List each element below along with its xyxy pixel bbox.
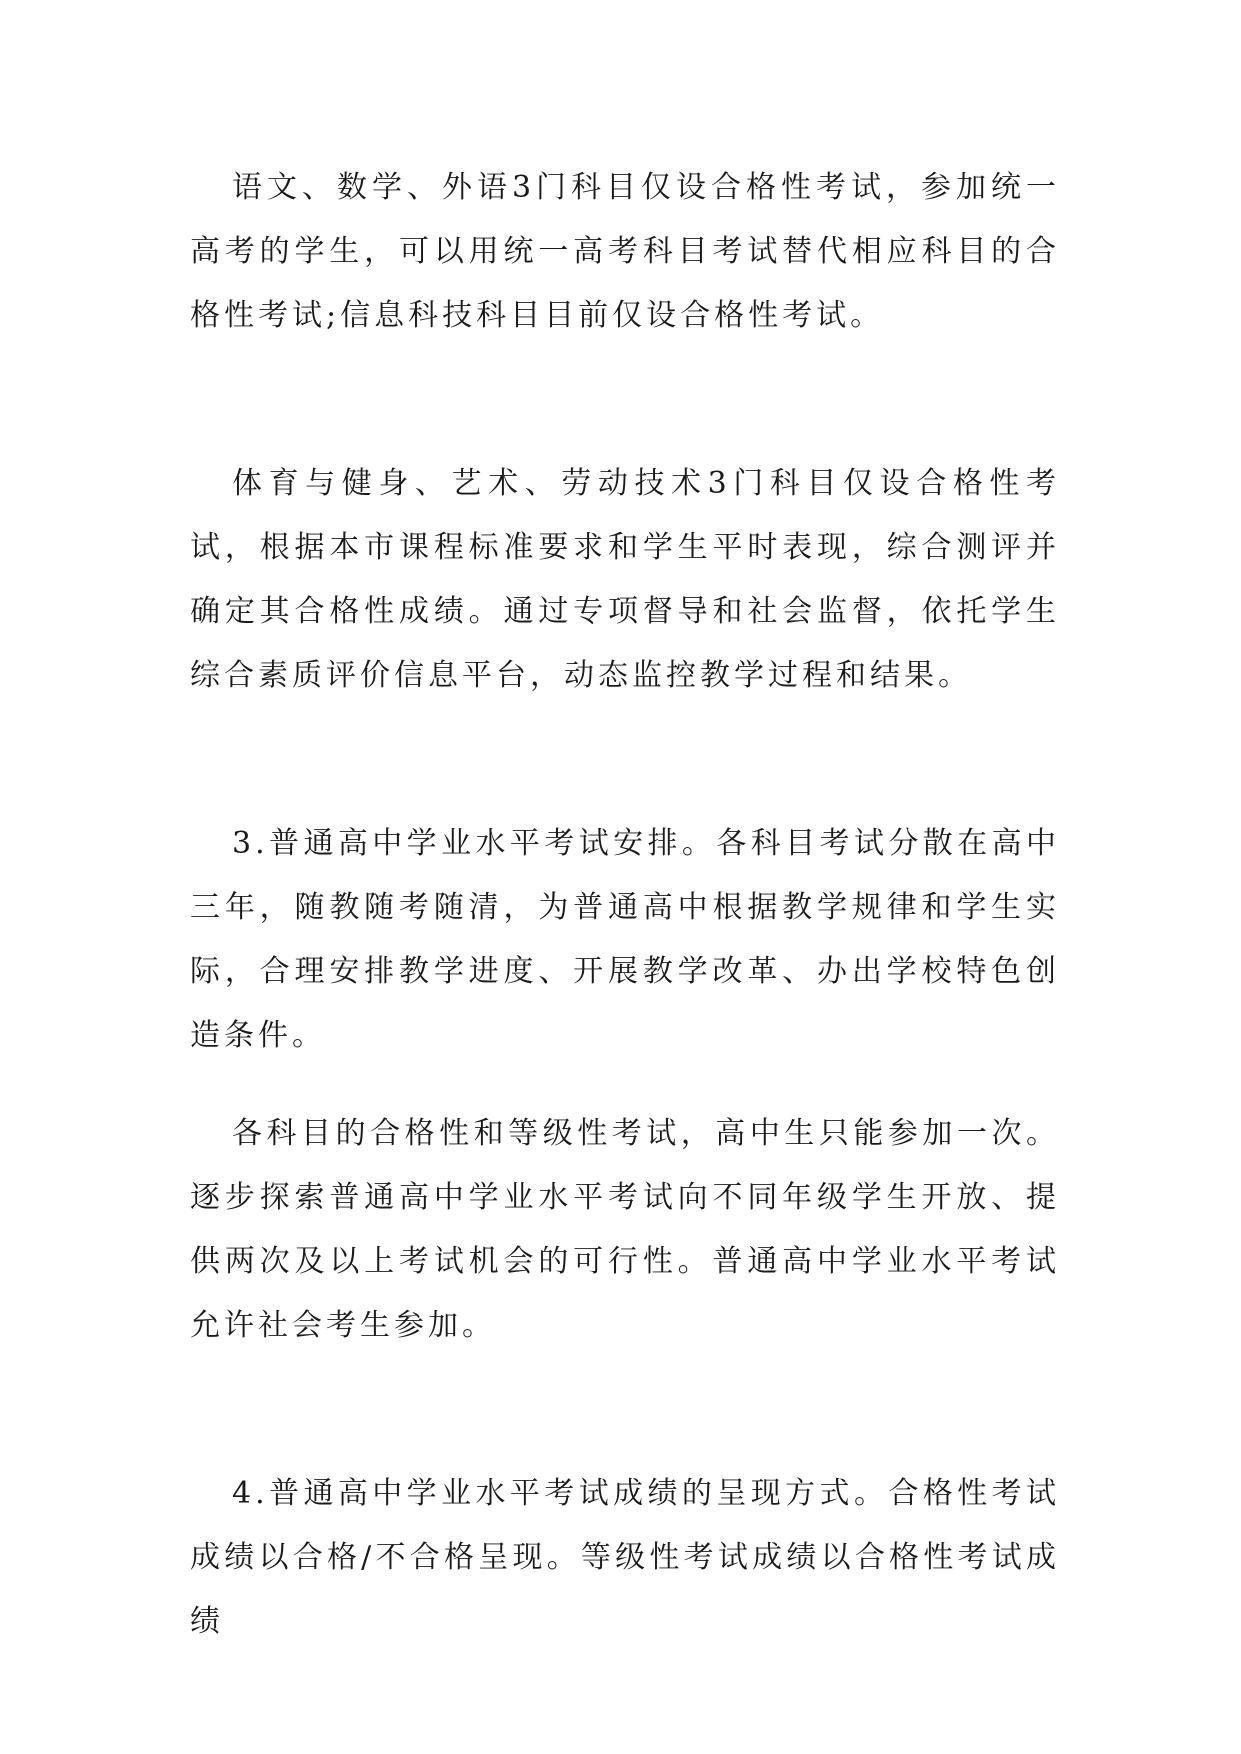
paragraph-1: 语文、数学、外语3门科目仅设合格性考试，参加统一高考的学生，可以用统一高考科目考试替代相应科目的合格性考试;信息科技科目目前仅设合格性考试。 — [190, 170, 1060, 333]
paragraph-4: 各科目的合格性和等级性考试，高中生只能参加一次。逐步探索普通高中学业水平考试向不同年级学生开放、提供两次及以上考试机会的可行性。普通高中学业水平考试允许社会考生参加。 — [190, 1116, 1060, 1343]
paragraph-5: 4.普通高中学业水平考试成绩的呈现方式。合格性考试成绩以合格/不合格呈现。等级性考试成绩以合格性考试成绩 — [190, 1476, 1060, 1639]
paragraph-3: 3.普通高中学业水平考试安排。各科目考试分散在高中三年，随教随考随清，为普通高中根据教学规律和学生实际，合理安排教学进度、开展教学改革、办出学校特色创造条件。 — [190, 826, 1060, 1053]
paragraph-2: 体育与健身、艺术、劳动技术3门科目仅设合格性考试，根据本市课程标准要求和学生平时表现，综合测评并确定其合格性成绩。通过专项督导和社会监督，依托学生综合素质评价信息平台，动态监控教学过程和结果。 — [190, 466, 1060, 693]
